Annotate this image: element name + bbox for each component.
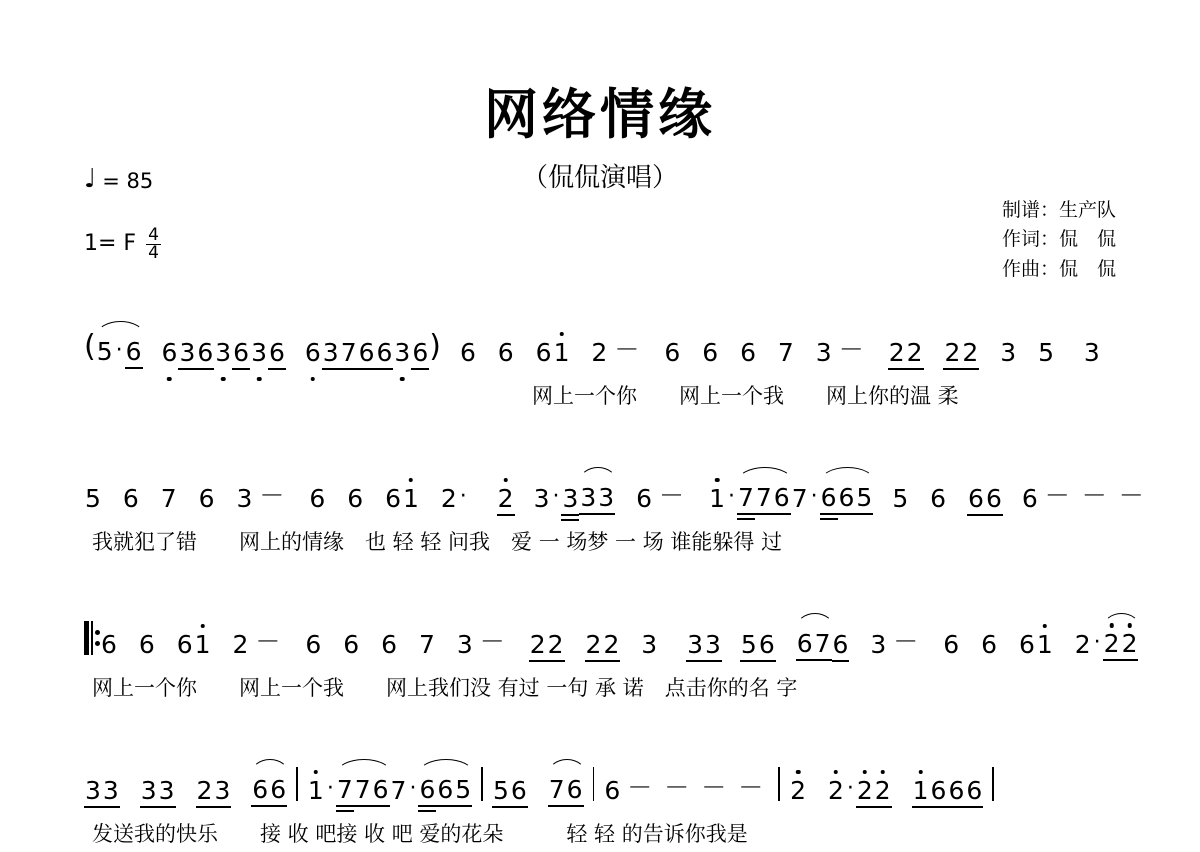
note-spacer (360, 629, 380, 658)
note: 1 (402, 483, 419, 513)
sustain-dash: － (255, 627, 281, 656)
note: 3 (580, 483, 597, 512)
note: 6 (381, 629, 398, 659)
slur-icon (737, 467, 793, 482)
augmentation-dot: · (552, 484, 560, 509)
note-spacer (364, 483, 384, 512)
note: 2 (827, 775, 844, 805)
sustain-dash: － (259, 481, 285, 510)
note: 2 (1103, 629, 1120, 658)
note-spacer (795, 337, 815, 366)
note: 6 (176, 629, 193, 659)
slur-group (251, 775, 287, 804)
note-spacer (924, 337, 944, 366)
note: 2 (1121, 629, 1138, 658)
sustain-dash: － (659, 481, 685, 510)
slur-icon (418, 759, 474, 774)
note-spacer (326, 483, 346, 512)
note: 2 (547, 629, 564, 659)
sustain-dash: － (479, 627, 505, 656)
barline (481, 767, 483, 801)
note: 6 (820, 483, 837, 512)
note: 2 (888, 337, 905, 367)
score-meta-left (84, 164, 161, 263)
note: 6 (343, 629, 360, 659)
time-signature-numerator: 4 (148, 225, 159, 245)
note-spacer (322, 629, 342, 658)
note: 6 (347, 483, 364, 513)
note: 6 (101, 629, 117, 659)
note: 6 (372, 775, 389, 804)
note: 2 (529, 629, 546, 659)
note-spacer (998, 629, 1018, 658)
note-spacer (398, 629, 418, 658)
note: 5 (96, 337, 113, 366)
lyric-text: 网上一个你 网上一个我 网上你的温 柔 (532, 384, 959, 408)
note-spacer (1017, 337, 1037, 366)
note: 6 (376, 337, 393, 367)
note: 1 (307, 775, 324, 805)
note: 2 (944, 337, 961, 367)
note: 3 (705, 629, 721, 659)
lyric-line-3 (84, 672, 1116, 706)
notation-line-4 (84, 754, 1116, 804)
lyric-text: 我就犯了错 网上的情缘 也 轻 轻 问我 爱 一 场梦 一 场 谁能躲得 过 (92, 530, 783, 554)
note: 2 (232, 629, 249, 659)
music-system-1 (84, 316, 1116, 414)
augmentation-dot: · (810, 484, 818, 509)
note: 2 (962, 337, 979, 367)
note-spacer (658, 629, 686, 658)
note: 3 (870, 629, 887, 659)
note-spacer (979, 337, 999, 366)
note-spacer (420, 483, 440, 512)
note: 1 (709, 483, 725, 513)
note: 6 (985, 483, 1002, 513)
note: 6 (304, 337, 321, 367)
sustain-dash: － (838, 335, 864, 364)
note: 6 (161, 337, 178, 367)
sustain-dash: － (701, 773, 727, 802)
note-spacer (528, 775, 548, 804)
note: 2 (790, 775, 806, 805)
note: 7 (755, 483, 772, 512)
slur-icon (1103, 613, 1141, 628)
key-signature: 1= F (84, 231, 137, 256)
note-spacer (102, 483, 122, 512)
note: 6 (510, 775, 527, 805)
slur-group (579, 483, 615, 512)
sustain-dash: － (893, 627, 919, 656)
note: 3 (562, 483, 579, 513)
slur-icon (336, 759, 392, 774)
note: 3 (641, 629, 658, 659)
note: 6 (125, 337, 142, 366)
note-spacer (118, 629, 138, 658)
sustain-dash: － (627, 773, 653, 802)
note: 2 (497, 483, 514, 513)
note: 3 (140, 775, 157, 805)
note: 6 (566, 775, 583, 804)
note: 3 (598, 483, 615, 512)
credit-composer: 作曲：侃 侃 (1001, 257, 1116, 280)
note: 2 (585, 629, 602, 659)
note-spacer (477, 337, 497, 366)
note: 6 (664, 337, 681, 367)
sustain-dash: － (1044, 481, 1070, 510)
note-spacer (615, 483, 635, 512)
note: 3 (236, 483, 253, 513)
tempo-marking (84, 164, 161, 194)
note: 6 (981, 629, 998, 659)
page-subtitle: （侃侃演唱） (521, 163, 678, 193)
note: 5 (455, 775, 472, 804)
barline (296, 767, 298, 801)
note: 6 (636, 483, 653, 513)
notation-line-1 (84, 316, 1116, 366)
note: 6 (758, 629, 775, 659)
tempo-value: = 85 (102, 169, 154, 193)
lyric-text: 发送我的快乐 接 收 吧接 收 吧 爱的花朵 轻 轻 的告诉你我是 (92, 822, 748, 846)
note: 6 (497, 337, 514, 367)
note-spacer (570, 337, 590, 366)
slur-group (820, 483, 874, 512)
note: 2 (874, 775, 891, 805)
slur-group (1103, 629, 1139, 658)
note: 6 (930, 483, 947, 513)
music-system-4 (84, 754, 1116, 852)
note: 5 (856, 483, 873, 512)
note-spacer (807, 775, 827, 804)
note: 3 (815, 337, 832, 367)
note: 6 (437, 775, 454, 804)
note: 6 (309, 483, 326, 513)
note: 6 (740, 337, 756, 367)
page-title: 网络情缘 (484, 83, 716, 146)
music-system-2 (84, 462, 1144, 560)
note: 6 (773, 483, 790, 512)
note: 6 (138, 629, 155, 659)
augmentation-dot: · (409, 776, 417, 801)
note: 6 (535, 337, 552, 367)
note: 1 (1036, 629, 1053, 659)
note: 7 (791, 483, 808, 513)
note: 3 (158, 775, 175, 805)
note: 5 (85, 483, 101, 513)
note: 7 (354, 775, 371, 804)
slur-icon (251, 759, 289, 774)
note: 6 (459, 337, 476, 367)
note: 6 (252, 775, 269, 804)
sustain-dash: － (1081, 481, 1107, 510)
augmentation-dot: · (727, 484, 735, 509)
note: 6 (268, 337, 285, 367)
lyric-line-4 (84, 818, 1116, 852)
note: 7 (814, 629, 831, 658)
note-spacer (120, 775, 140, 804)
note: 1 (553, 337, 570, 367)
note: 3 (533, 483, 550, 513)
credit-arranger: 制谱：生产队 (1001, 199, 1116, 221)
note: 3 (215, 337, 232, 367)
note-spacer (947, 483, 967, 512)
note: 6 (198, 483, 215, 513)
slur-icon (548, 759, 586, 774)
note: 3 (85, 775, 101, 805)
lyric-text: 网上一个你 网上一个我 网上我们没 有过 一句 承 诺 点击你的名 字 (92, 676, 798, 700)
note: 7 (548, 775, 565, 804)
note: 5 (740, 629, 757, 659)
note-spacer (681, 337, 701, 366)
note: 5 (492, 775, 509, 805)
note-spacer (1055, 337, 1083, 366)
key-and-time-signature (84, 226, 161, 261)
credit-lyricist: 作词：侃 侃 (1001, 228, 1116, 251)
note-spacer (892, 775, 912, 804)
note: 6 (943, 629, 960, 659)
note: 6 (930, 775, 947, 805)
note: 3 (456, 629, 473, 659)
note: 3 (214, 775, 231, 805)
note: 2 (591, 337, 608, 367)
note: 3 (687, 629, 704, 659)
note-spacer (849, 629, 869, 658)
note: 7 (737, 483, 754, 512)
note-spacer (1054, 629, 1074, 658)
note: 6 (838, 483, 855, 512)
note: 3 (251, 337, 267, 367)
note: 6 (419, 775, 436, 804)
slur-group (737, 483, 791, 512)
note: 5 (892, 483, 909, 513)
note: 3 (1083, 337, 1100, 367)
note: 6 (966, 775, 983, 805)
note: 6 (1019, 629, 1035, 659)
note-spacer (140, 483, 160, 512)
note-spacer (178, 483, 198, 512)
note-spacer (515, 337, 535, 366)
note: 6 (233, 337, 250, 367)
note: 2 (440, 483, 457, 513)
barline (778, 767, 780, 801)
note: 6 (968, 483, 984, 513)
sustain-dash: － (738, 773, 764, 802)
quarter-note-icon: ♩ (84, 164, 97, 194)
note-spacer (719, 337, 739, 366)
note: 6 (702, 337, 719, 367)
note: 6 (305, 629, 322, 659)
note: 3 (1000, 337, 1017, 367)
slur-icon (96, 321, 145, 336)
note-spacer (565, 629, 585, 658)
note: 6 (270, 775, 287, 804)
note: 3 (179, 337, 196, 367)
note-spacer (960, 629, 980, 658)
note: 7 (777, 337, 794, 367)
sustain-dash: － (614, 335, 640, 364)
note: 2 (196, 775, 213, 805)
note: 6 (197, 337, 214, 367)
note-spacer (156, 629, 176, 658)
note: 7 (390, 775, 407, 805)
notation-line-3 (84, 608, 1138, 659)
lyric-line-1 (84, 380, 1116, 414)
note: 1 (912, 775, 929, 805)
score-credits (1002, 196, 1116, 284)
note: 6 (358, 337, 375, 367)
note: 5 (1038, 337, 1054, 367)
lyric-line-2 (84, 526, 1116, 560)
note: 2 (603, 629, 620, 659)
barline (992, 767, 994, 801)
note-spacer (909, 483, 929, 512)
augmentation-dot: · (846, 776, 854, 801)
note: 6 (122, 483, 139, 513)
note: 6 (1021, 483, 1038, 513)
note: 7 (160, 483, 177, 513)
sustain-dash: － (1118, 481, 1144, 510)
note-spacer (620, 629, 640, 658)
slur-group (96, 337, 143, 366)
note: 6 (412, 337, 429, 367)
slur-group (418, 775, 472, 804)
paren-close: ) (429, 329, 441, 364)
augmentation-dot: · (326, 776, 334, 801)
note: 2 (1074, 629, 1091, 659)
note: 6 (948, 775, 965, 805)
note: 1 (194, 629, 211, 659)
barline (593, 767, 595, 801)
note-spacer (469, 483, 497, 512)
paren-open: ( (84, 329, 96, 364)
slur-icon (820, 467, 876, 482)
slur-icon (796, 613, 834, 628)
slur-group (796, 629, 832, 658)
note: 3 (394, 337, 411, 367)
note: 7 (340, 337, 357, 367)
note-spacer (212, 629, 232, 658)
slur-icon (579, 467, 617, 482)
note: 3 (102, 775, 119, 805)
augmentation-dot: · (459, 484, 467, 509)
note-spacer (176, 775, 196, 804)
note: 3 (322, 337, 339, 367)
note-spacer (231, 775, 251, 804)
slur-group (548, 775, 584, 804)
music-system-3 (84, 608, 1138, 706)
notation-line-2 (84, 462, 1144, 513)
time-signature (146, 227, 161, 262)
note-spacer (436, 629, 456, 658)
sustain-dash: － (664, 773, 690, 802)
note: 6 (796, 629, 813, 658)
note: 2 (906, 337, 923, 367)
note: 6 (604, 775, 621, 805)
augmentation-dot: · (115, 338, 123, 363)
note: 6 (832, 629, 849, 659)
slur-group (336, 775, 390, 804)
note: 6 (385, 483, 401, 513)
note: 7 (418, 629, 435, 659)
augmentation-dot: · (1093, 630, 1101, 655)
note: 7 (336, 775, 353, 804)
note-spacer (776, 629, 796, 658)
note-spacer (757, 337, 777, 366)
note: 2 (856, 775, 873, 805)
note-spacer (215, 483, 235, 512)
time-signature-denominator: 4 (148, 243, 159, 263)
